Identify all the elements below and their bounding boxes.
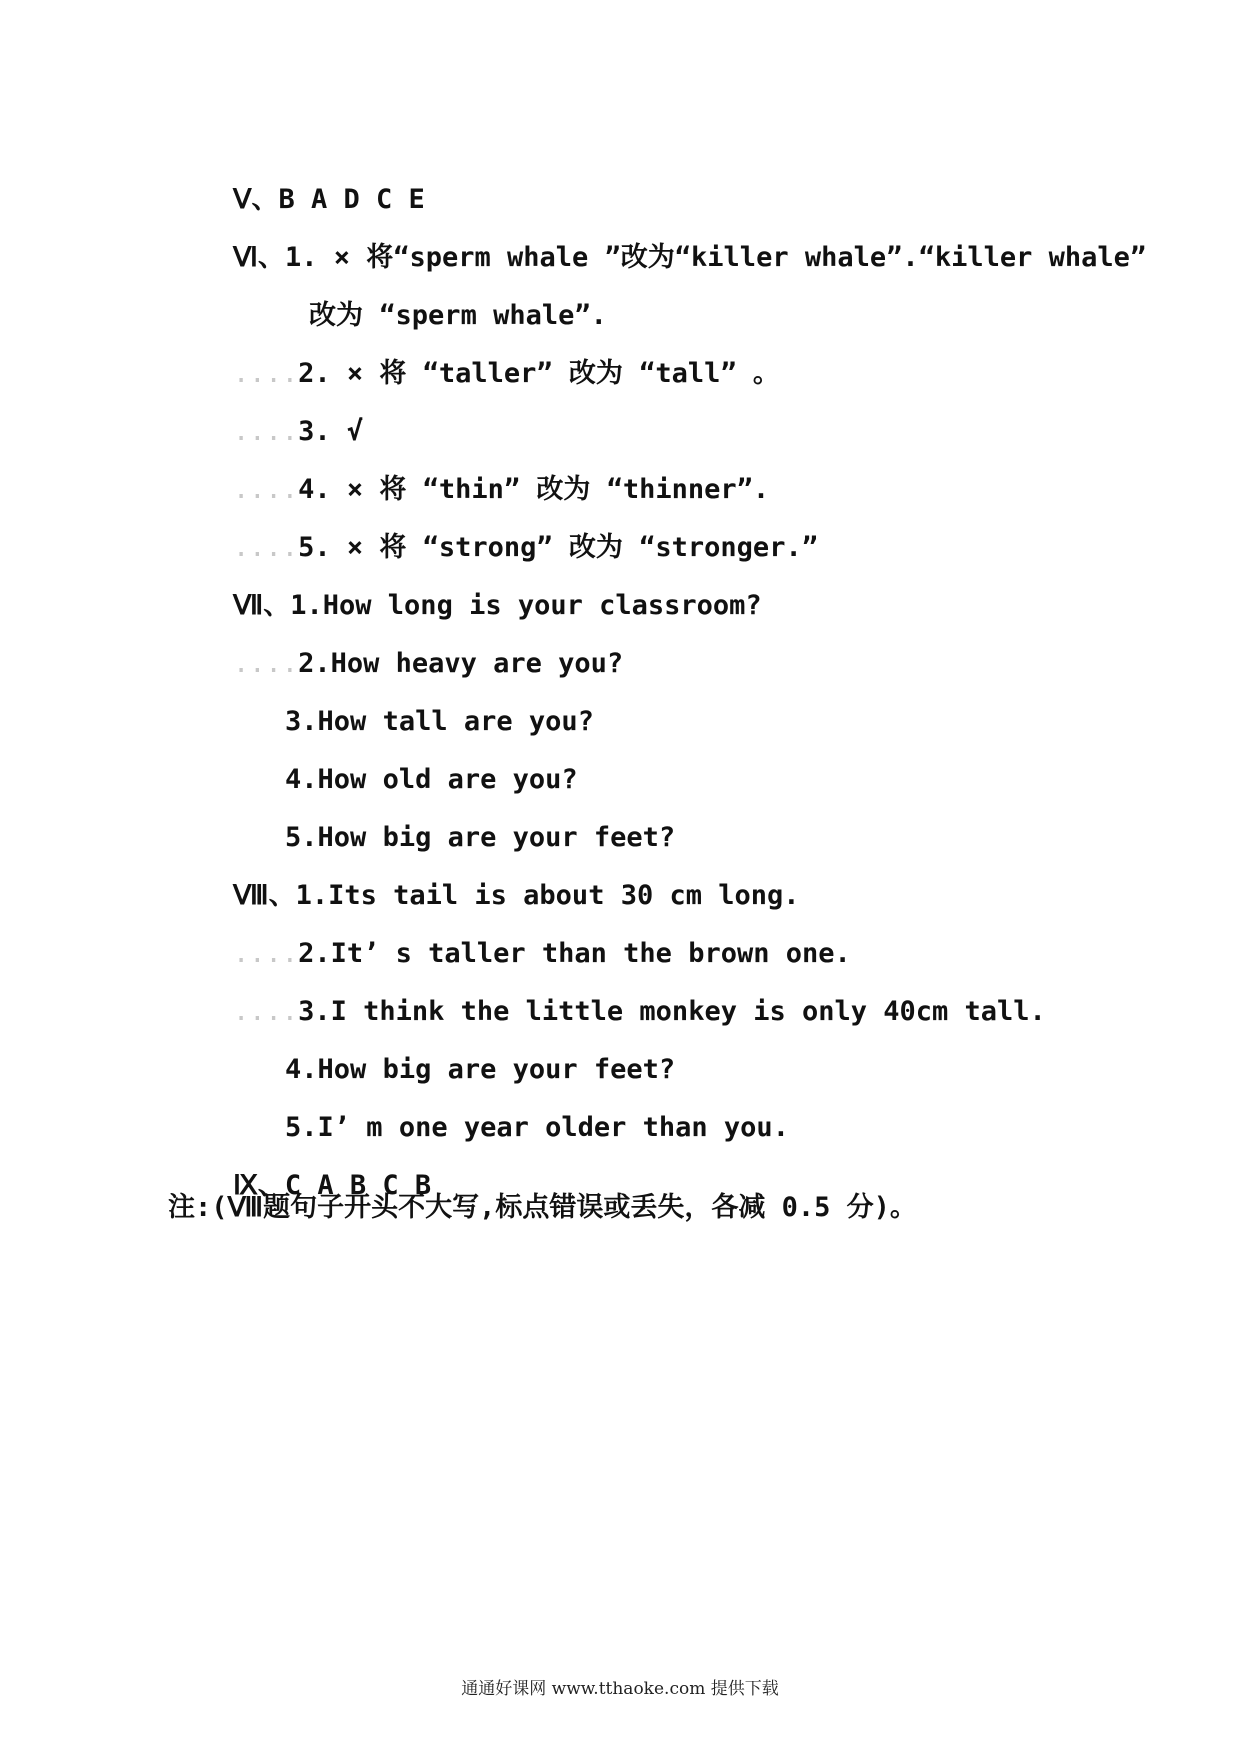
section-7-item-text: 1.How long is your classroom? <box>290 590 762 621</box>
leader-dots: .... <box>233 996 299 1027</box>
leader-dots: .... <box>233 474 299 505</box>
section-6-item-text: 改为 “sperm whale”. <box>309 300 607 331</box>
section-8-item-text: 5.I’ m one year older than you. <box>285 1112 789 1143</box>
section-6-label: Ⅵ、 <box>233 242 285 273</box>
footer-credit: 通通好课网 www.tthaoke.com 提供下载 <box>461 1679 779 1699</box>
section-7-item-text: 2.How heavy are you? <box>298 648 624 679</box>
section-8-item-text: 1.Its tail is about 30 cm long. <box>295 880 800 911</box>
section-8-item-text: 3.I think the little monkey is only 40cm tall. <box>298 996 1046 1027</box>
section-6-item-text: 5. × 将 “strong” 改为 “stronger.” <box>298 532 818 563</box>
leader-dots: .... <box>233 358 299 389</box>
section-8-item-text: 4.How big are your feet? <box>285 1054 676 1085</box>
section-6-item-text: 3. √ <box>298 416 364 447</box>
section-7-item-text: 4.How old are you? <box>285 764 578 795</box>
leader-dots: .... <box>233 938 299 969</box>
section-9-answer: C A B C B <box>284 1170 432 1201</box>
grading-note: 注:(Ⅷ题句子开头不大写,标点错误或丢失，各减 0.5 分)。 <box>168 1192 917 1223</box>
section-7-item-text: 5.How big are your feet? <box>285 822 676 853</box>
leader-dots: .... <box>233 416 299 447</box>
section-5-label: Ⅴ、 <box>233 184 279 215</box>
section-6-item-text: 1. × 将“sperm whale ”改为“killer whale”.“killer whale” <box>284 242 1147 273</box>
section-8-label: Ⅷ、 <box>233 880 296 911</box>
section-7-label: Ⅶ、 <box>233 590 291 621</box>
section-6-item-text: 2. × 将 “taller” 改为 “tall” 。 <box>298 358 780 389</box>
section-7-item-text: 3.How tall are you? <box>285 706 594 737</box>
leader-dots: .... <box>233 532 299 563</box>
leader-dots: .... <box>233 648 299 679</box>
section-6-item-text: 4. × 将 “thin” 改为 “thinner”. <box>298 474 770 505</box>
section-8-item-text: 2.It’ s taller than the brown one. <box>298 938 851 969</box>
section-9-label: Ⅸ、 <box>233 1170 285 1201</box>
section-5-answer: B A D C E <box>278 184 425 215</box>
